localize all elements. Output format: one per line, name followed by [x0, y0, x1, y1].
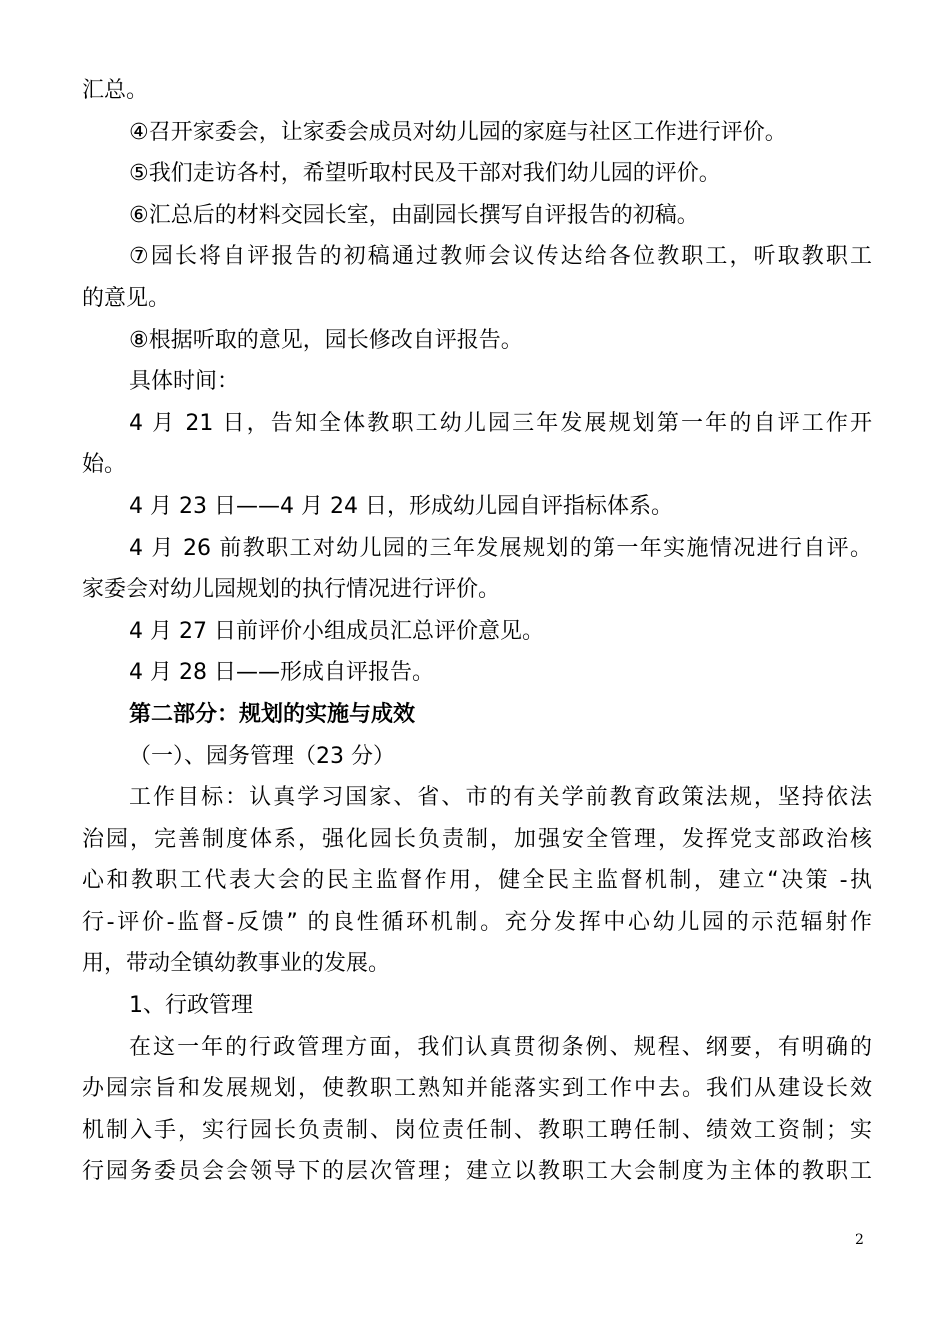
text-line: 心和教职工代表大会的民主监督作用，健全民主监督机制，建立“决策 -执: [82, 868, 872, 894]
text-line: ⑦园长将自评报告的初稿通过教师会议传达给各位教职工，听取教职工: [129, 244, 872, 270]
text-line: ④召开家委会，让家委会成员对幼儿园的家庭与社区工作进行评价。: [129, 119, 787, 145]
text-line: 用，带动全镇幼教事业的发展。: [82, 951, 391, 977]
text-line: 4 月 27 日前评价小组成员汇总评价意见。: [129, 618, 544, 644]
text-line: 治园，完善制度体系，强化园长负责制，加强安全管理，发挥党支部政治核: [82, 826, 872, 852]
text-line: ⑥汇总后的材料交园长室，由副园长撰写自评报告的初稿。: [129, 202, 699, 228]
text-line: 的意见。: [82, 285, 171, 311]
text-line: 汇总。: [82, 78, 149, 103]
page-number: 2: [855, 1232, 864, 1248]
text-line: 家委会对幼儿园规划的执行情况进行评价。: [82, 577, 501, 603]
text-line: 行园务委员会会领导下的层次管理；建立以教职工大会制度为主体的教职工: [82, 1159, 872, 1185]
document-body: [82, 70, 872, 1193]
text-line: ⑤我们走访各村，希望听取村民及干部对我们幼儿园的评价。: [129, 161, 721, 187]
text-line: 4 月 21 日，告知全体教职工幼儿园三年发展规划第一年的自评工作开: [129, 410, 872, 436]
text-line: ⑧根据听取的意见，园长修改自评报告。: [129, 327, 523, 353]
text-line: 工作目标：认真学习国家、省、市的有关学前教育政策法规，坚持依法: [129, 785, 872, 811]
text-line: 4 月 28 日——形成自评报告。: [129, 660, 434, 686]
text-line: 行-评价-监督-反馈” 的良性循环机制。充分发挥中心幼儿园的示范辐射作: [82, 909, 872, 935]
text-line: 办园宗旨和发展规划，使教职工熟知并能落实到工作中去。我们从建设长效: [82, 1076, 872, 1102]
subsection-heading: 1、行政管理: [129, 993, 253, 1019]
text-line: 具体时间：: [129, 369, 240, 395]
subsection-heading: （一）、园务管理（23 分）: [129, 743, 395, 769]
section-heading: 第二部分：规划的实施与成效: [129, 701, 416, 727]
text-line: 4 月 26 前教职工对幼儿园的三年发展规划的第一年实施情况进行自评。: [129, 535, 872, 561]
text-line: 在这一年的行政管理方面，我们认真贯彻条例、规程、纲要，有明确的: [129, 1034, 872, 1060]
text-line: 4 月 23 日——4 月 24 日，形成幼儿园自评指标体系。: [129, 493, 673, 519]
text-line: 机制入手，实行园长负责制、岗位责任制、教职工聘任制、绩效工资制；实: [82, 1117, 872, 1143]
text-line: 始。: [82, 452, 127, 478]
